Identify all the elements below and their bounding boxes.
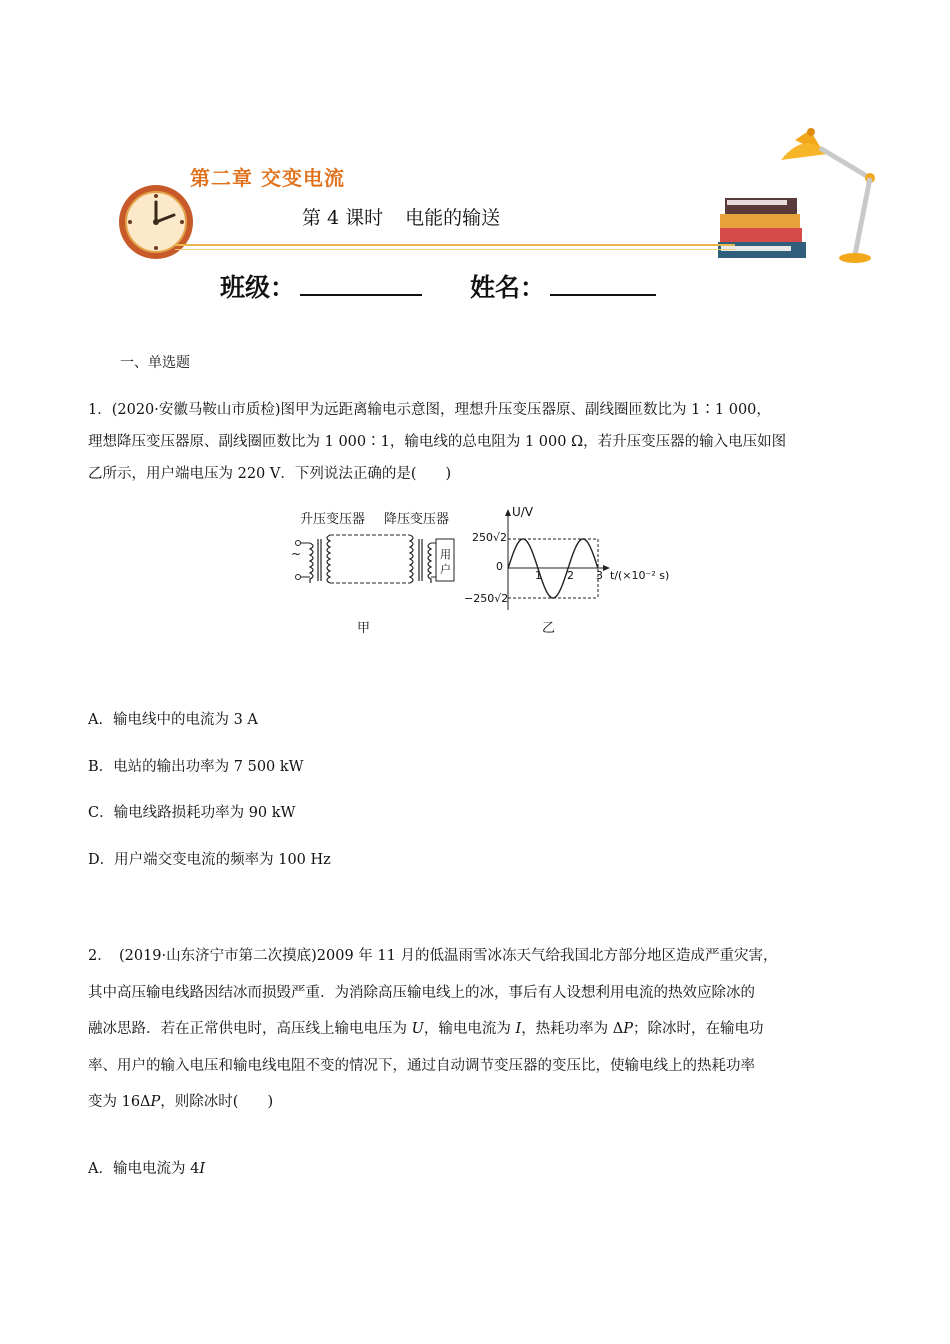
text-run: ，热耗功率为 Δ	[521, 1021, 624, 1037]
question-2-line	[88, 1011, 868, 1048]
graph-y-max: 250√2	[472, 531, 508, 544]
class-label: 班级：	[220, 273, 296, 302]
q1-option-a[interactable]: A．输电线中的电流为 3 A	[88, 712, 258, 728]
name-blank[interactable]	[550, 294, 656, 296]
text-run: ，输电电流为	[423, 1021, 516, 1037]
step-down-label: 降压变压器	[384, 512, 450, 527]
question-2-line: 2． (2019·山东济宁市第二次摸底)2009 年 11 月的低温雨雪冰冻天气给我国北方部分地区造成严重灾害，	[88, 948, 778, 964]
graph-x-label: t/(×10⁻² s)	[610, 569, 670, 582]
class-blank[interactable]	[300, 294, 422, 296]
q1-option-b[interactable]: B．电站的输出功率为 7 500 kW	[88, 759, 304, 775]
figure-caption-right: 乙	[542, 621, 556, 636]
graph-tick-3: 3	[596, 569, 603, 582]
text-run: 融冰思路．若在正常供电时，高压线上输电电压为	[88, 1021, 412, 1037]
question-1-line: 乙所示，用户端电压为 220 V．下列说法正确的是( )	[88, 466, 452, 482]
step-up-label: 升压变压器	[300, 512, 366, 527]
q1-option-d[interactable]: D．用户端交变电流的频率为 100 Hz	[88, 852, 331, 868]
graph-y-min: −250√2	[464, 592, 509, 605]
user-label-bottom: 户	[440, 563, 451, 576]
graph-y-label: U/V	[512, 505, 534, 519]
symbol-P: P	[623, 1021, 634, 1037]
question-2-line: 其中高压输电线路因结冰而损毁严重．为消除高压输电线上的冰，事后有人设想利用电流的热效应除冰的	[88, 984, 755, 1001]
clock-icon	[116, 182, 196, 262]
question-2-line	[88, 1084, 868, 1121]
source-symbol: ~	[291, 547, 302, 561]
graph-zero: 0	[496, 560, 503, 573]
question-2	[88, 938, 868, 1121]
question-2-line: 率、用户的输入电压和输电线电阻不变的情况下，通过自动调节变压器的变压比，使输电线上的热耗功率	[88, 1057, 755, 1074]
chapter-title: 第二章 交变电流	[190, 166, 345, 190]
books-lamp-illustration	[715, 120, 890, 270]
option-text: A．输电电流为 4	[88, 1161, 200, 1177]
q2-option-a[interactable]	[88, 1157, 205, 1178]
figure-caption-left: 甲	[357, 621, 371, 636]
question-1	[88, 394, 868, 490]
lesson-title	[302, 203, 500, 230]
symbol-U: U	[411, 1021, 424, 1037]
header-divider	[175, 244, 735, 246]
name-label: 姓名：	[470, 273, 546, 302]
graph-tick-2: 2	[567, 569, 574, 582]
graph-tick-1: 1	[535, 569, 542, 582]
lesson-number: 第 4 课时	[302, 207, 384, 229]
text-run: ，则除冰时( )	[160, 1094, 274, 1110]
question-1-line: 理想降压变压器原、副线圈匝数比为 1 000∶1，输电线的总电阻为 1 000 Ω，若升压变压器的输入电压如图	[88, 434, 787, 450]
section-title: 一、单选题	[120, 355, 190, 371]
q1-option-c[interactable]: C．输电线路损耗功率为 90 kW	[88, 805, 296, 821]
symbol-I: I	[199, 1161, 206, 1177]
symbol-I: I	[515, 1021, 522, 1037]
text-run: 变为 16Δ	[88, 1094, 151, 1110]
text-run: ；除冰时，在输电功	[633, 1021, 764, 1037]
transmission-diagram	[290, 527, 460, 597]
header-divider-thin	[175, 249, 735, 250]
symbol-P: P	[150, 1094, 161, 1110]
lesson-name: 电能的输送	[405, 207, 501, 229]
user-label-top: 用	[440, 548, 451, 561]
question-1-line: 1．(2020·安徽马鞍山市质检)图甲为远距离输电示意图，理想升压变压器原、副线圈匝数比为 1∶1 000，	[88, 402, 771, 418]
